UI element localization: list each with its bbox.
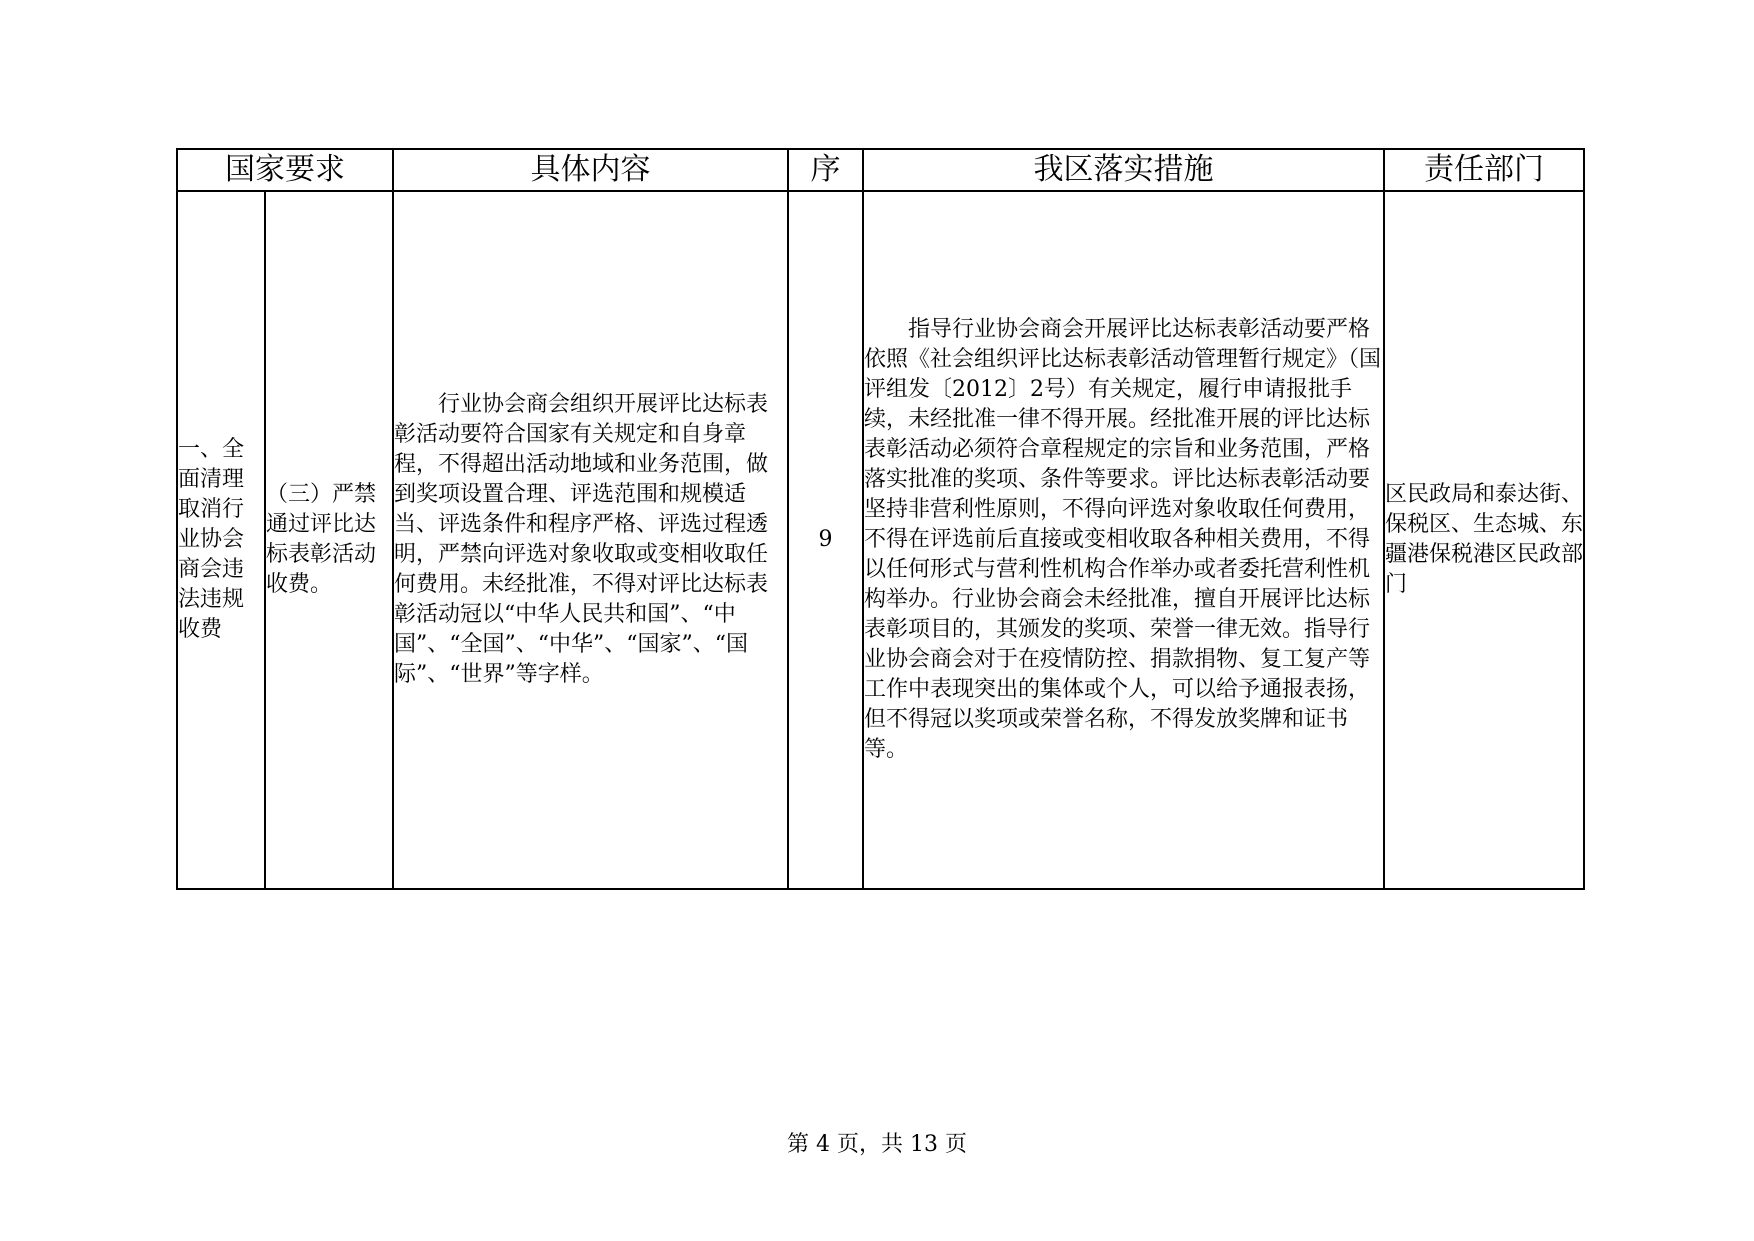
policy-table (176, 148, 1585, 890)
category-cell: 一、全面清理取消行业协会商会违法违规收费 (177, 191, 265, 889)
page-footer: 第 4 页，共 13 页 (787, 1132, 967, 1157)
sequence-cell: 9 (788, 191, 863, 889)
measures-cell: 指导行业协会商会开展评比达标表彰活动要严格依照《社会组织评比达标表彰活动管理暂行规定》（国评组发〔2012〕2号）有关规定，履行申请报批手续，未经批准一律不得开展。经批准开展的评比达标表彰活动必须符合章程规定的宗旨和业务范围，严格落实批准的奖项、条件等要求。评比达标表彰活动要坚持非营利性原则，不得向评选对象收取任何费用，不得在评选前后直接或变相收取各种相关费用，不得以任何形式与营利性机构合作举办或者委托营利性机构举办。行业协会商会未经批准，擅自开展评比达标表彰项目的，其颁发的奖项、荣誉一律无效。指导行业协会商会对于在疫情防控、捐款捐物、复工复产等工作中表现突出的集体或个人，可以给予通报表扬，但不得冠以奖项或荣誉名称，不得发放奖牌和证书等。 (863, 191, 1384, 889)
header-responsible-dept: 责任部门 (1384, 149, 1584, 191)
department-cell: 区民政局和泰达街、保税区、生态城、东疆港保税港区民政部门 (1384, 191, 1584, 889)
header-specific-content: 具体内容 (393, 149, 788, 191)
subcategory-cell: （三）严禁通过评比达标表彰活动收费。 (265, 191, 393, 889)
header-district-measures: 我区落实措施 (863, 149, 1384, 191)
table-header-row (177, 149, 1584, 191)
table-row (177, 191, 1584, 889)
content-cell: 行业协会商会组织开展评比达标表彰活动要符合国家有关规定和自身章程，不得超出活动地域和业务范围，做到奖项设置合理、评选范围和规模适当、评选条件和程序严格、评选过程透明，严禁向评选对象收取或变相收取任何费用。未经批准，不得对评比达标表彰活动冠以“中华人民共和国”、“中国”、“全国”、“中华”、“国家”、“国际”、“世界”等字样。 (393, 191, 788, 889)
header-national-requirement: 国家要求 (177, 149, 393, 191)
header-sequence: 序 (788, 149, 863, 191)
